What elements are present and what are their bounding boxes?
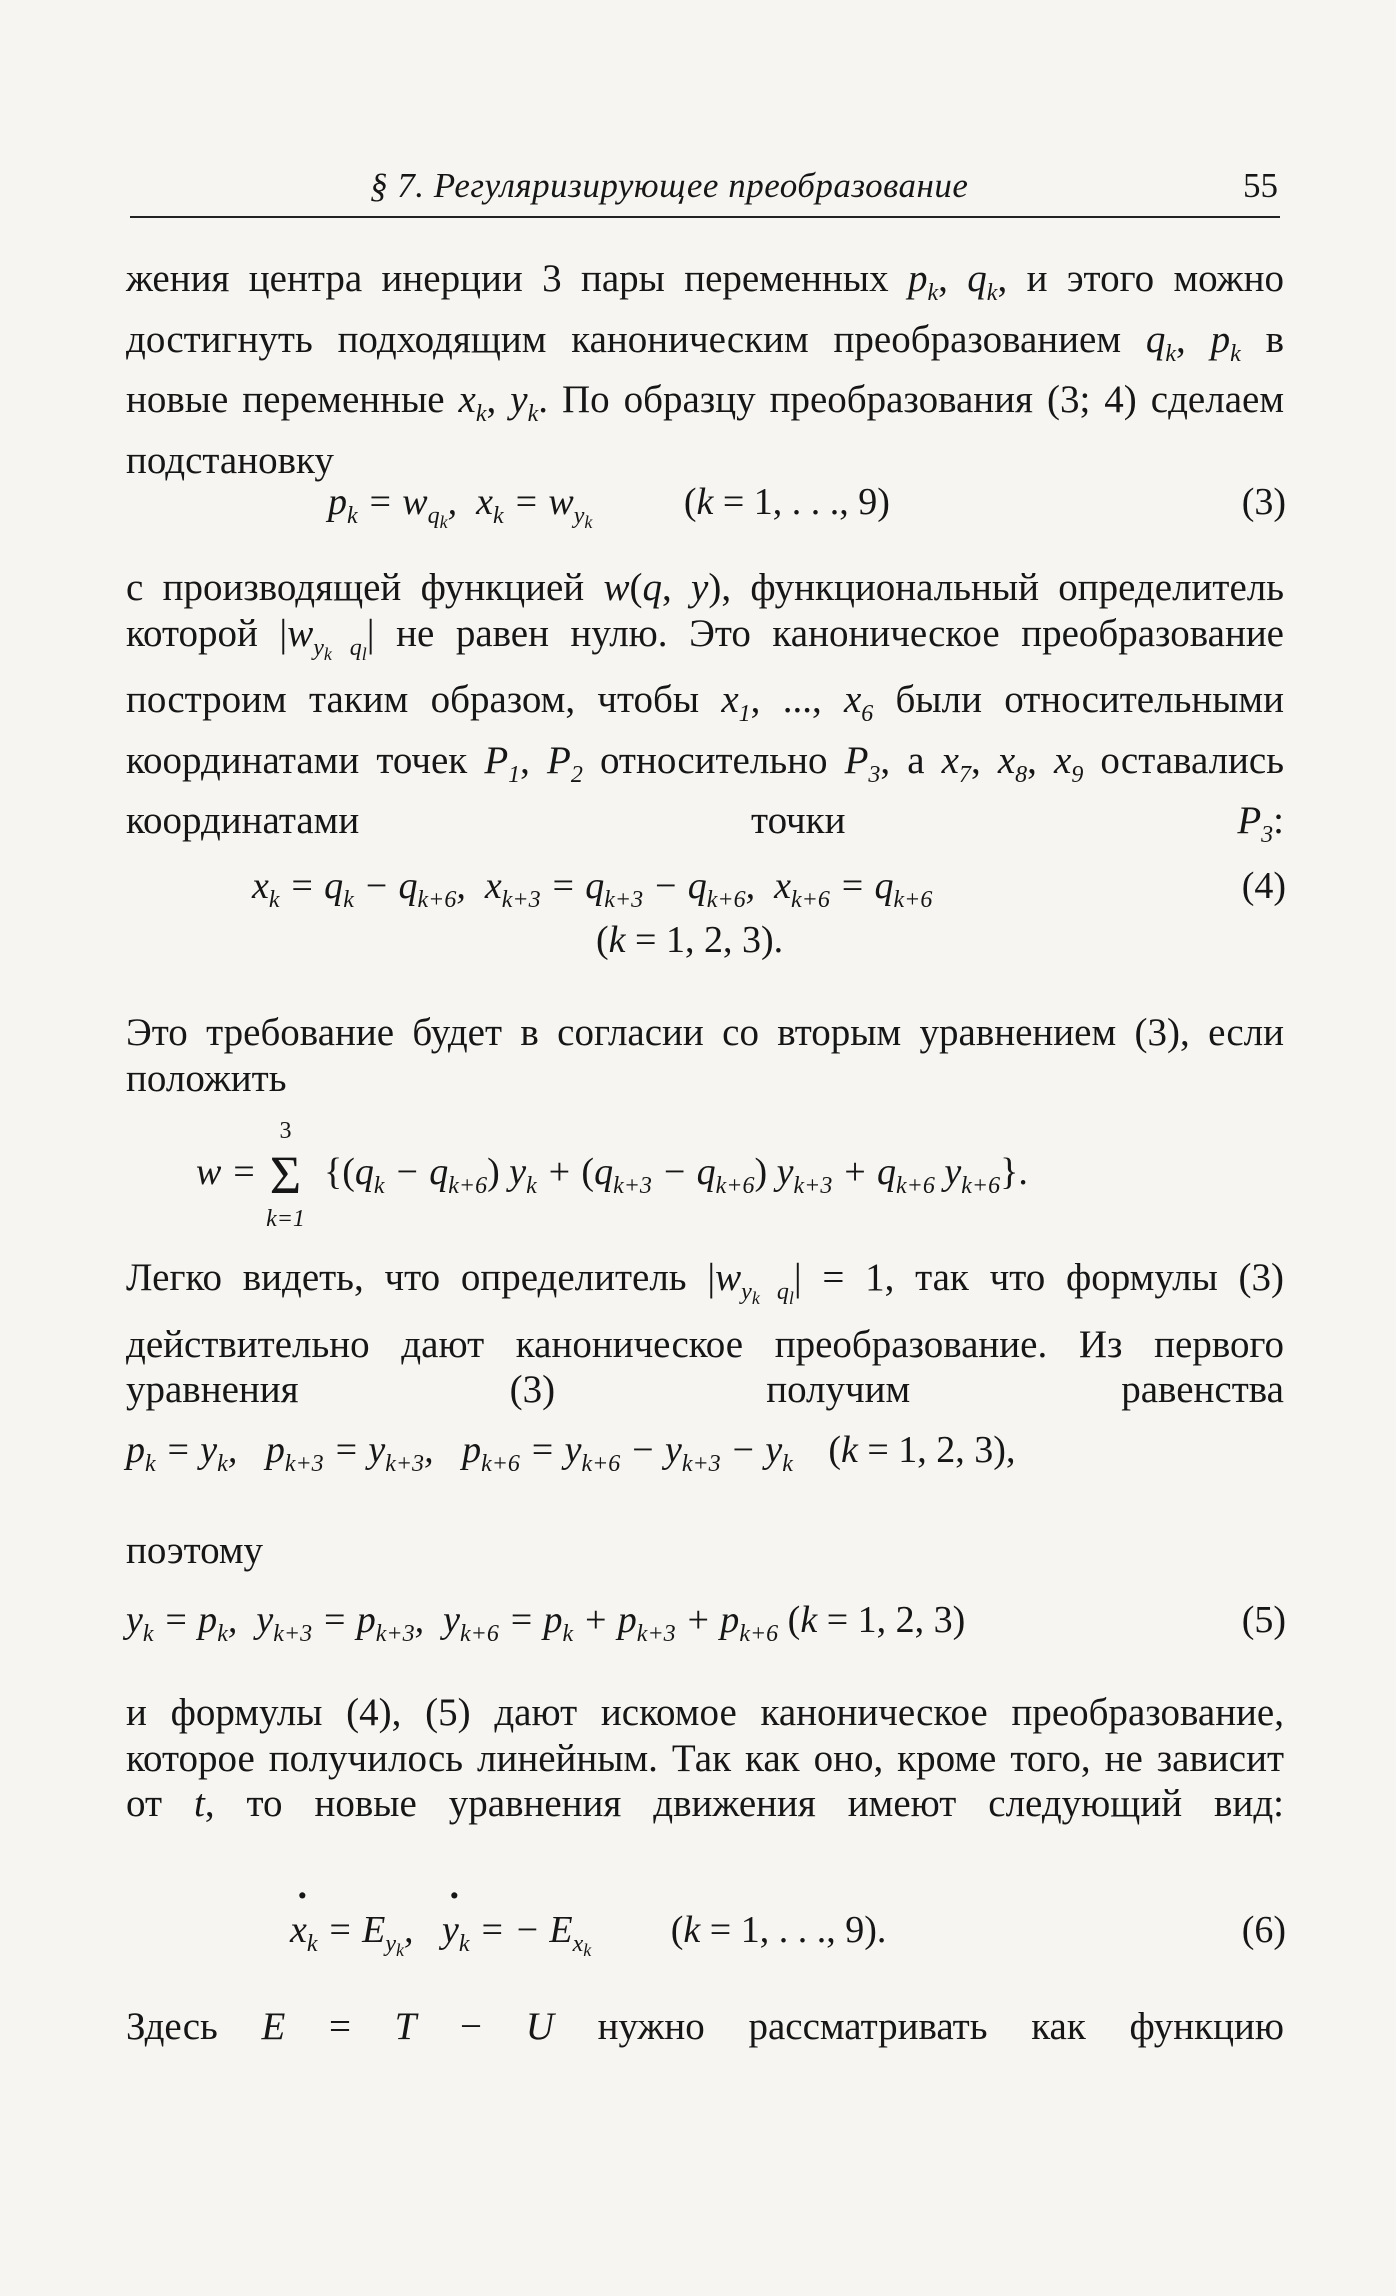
paragraph-7: Здесь E = T − U нужно рассматривать как функцию xyxy=(126,2005,1284,2048)
running-header xyxy=(130,160,1280,218)
equation-4-number: (4) xyxy=(1241,865,1286,907)
paragraph-1: жения центра инерции 3 пары переменных $p_k$, $q_k$, и этого можно достигнуть подходящим каноническим преобразованием $q_k$, $p_k$ в новые переменные $x_k$, $y_k$. По образцу преобразования (3; 4) сделаем подстановку xyxy=(126,257,1285,482)
equation-6-number: (6) xyxy=(1241,1909,1286,1951)
equation-5: $y_k = p_k$, $y_{k+3} = p_{k+3}$, $y_{k+6} = p_k + p_{k+3} + p_{k+6}$ (k = 1, 2, 3) xyxy=(126,1599,966,1647)
paragraph-4: Легко видеть, что определитель $|w_{y_k q_l}| = 1$, так что формулы (3) действительно дают каноническое преобразование. Из первого уравнения (3) получим равенства xyxy=(126,1256,1285,1411)
paragraph-6: и формулы (4), (5) дают искомое каноническое преобразование, которое получилось линейным. Так как оно, кроме того, не зависит от t, то новые уравнения движения имеют следующий вид: xyxy=(126,1691,1284,1825)
paragraph-5: поэтому xyxy=(126,1529,264,1572)
equation-5-number: (5) xyxy=(1241,1599,1286,1641)
running-title: § 7. Регуляризирующее преобразование xyxy=(370,166,969,205)
page-number: 55 xyxy=(1243,166,1278,205)
summation-sign: 3 Σ k=1 xyxy=(266,1118,305,1232)
equation-4: $x_k = q_k - q_{k+6}$, $x_{k+3} = q_{k+3} - q_{k+6}$, $x_{k+6} = q_{k+6}$ xyxy=(252,865,933,913)
equation-momenta: $p_k = y_k$, $p_{k+3} = y_{k+3}$, $p_{k+6} = y_{k+6} - y_{k+3} - y_k$ (k = 1, 2, 3), xyxy=(126,1429,1016,1477)
equation-3-number: (3) xyxy=(1241,481,1286,523)
equation-6: · $x_k = E_{y_k}$, · $y_k$ = − $E_{x_k}$ (k = 1, . . ., 9). xyxy=(290,1908,886,1961)
equation-4-range: (k = 1, 2, 3). xyxy=(596,919,784,961)
equation-3: $p_k = w_{q_k}$, $x_k = w_{y_k}$ (k = 1, . . ., 9) xyxy=(328,481,890,532)
equation-generating-function: w = 3 Σ k=1 {$(q_k - q_{k+6}) y_k + (q_{k+3} - q_{k+6}) y_{k+3} + q_{k+6}$ $y_{k+6}$}. xyxy=(196,1118,1028,1232)
paragraph-3: Это требование будет в согласии со вторым уравнением (3), если положить xyxy=(126,1011,1284,1100)
paragraph-2: с производящей функцией w(q, y), функциональный определитель которой $|w_{y_k q_l}|$ не равен нулю. Это каноническое преобразование построим таким образом, чтобы $x_1$, ..., $x_6$ были относительными координатами точек $P_1$, $P_2$ относительно $P_3$, а $x_7$, $x_8$, $x_9$ оставались координатами точки $P_3$: xyxy=(126,566,1285,848)
